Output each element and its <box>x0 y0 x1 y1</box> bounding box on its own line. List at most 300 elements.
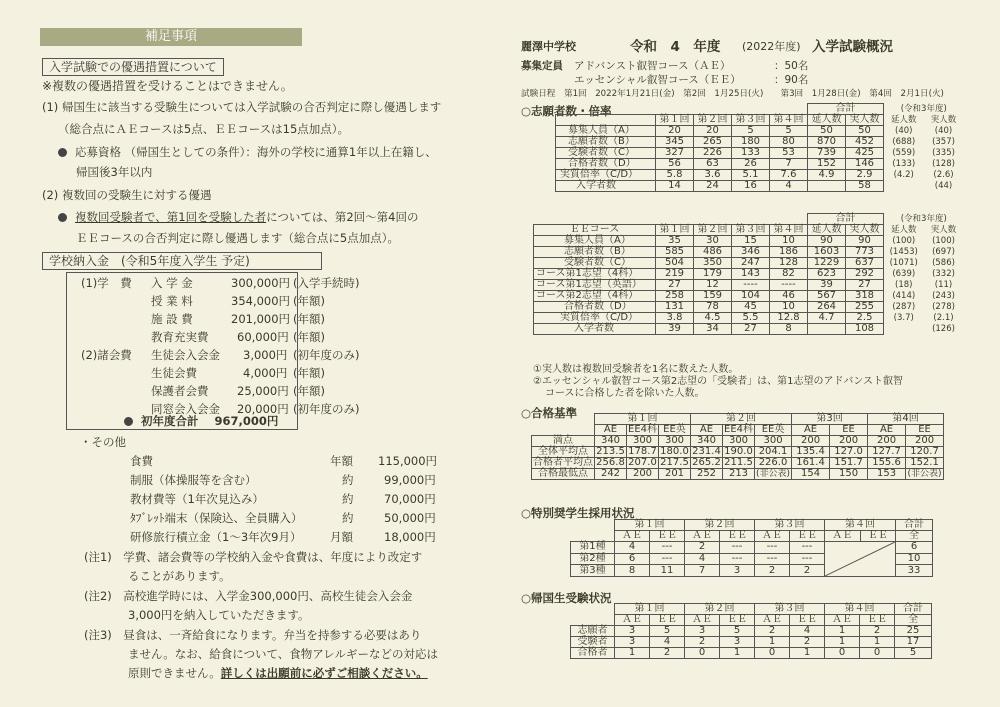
cell: 200 <box>792 436 830 447</box>
row-label: 募集人員（A） <box>556 126 656 137</box>
cell: 200 <box>627 469 659 480</box>
ae-applicants-table <box>555 103 964 192</box>
cell: 4 <box>650 637 685 648</box>
cell: 2 <box>685 542 720 554</box>
cell: (1453) <box>889 247 918 257</box>
fee-name: 生徒会費 <box>151 366 197 380</box>
na-diagonal-cell <box>825 542 896 577</box>
ee-applicants-table <box>533 213 964 335</box>
cell: 3 <box>720 565 755 577</box>
col-header: ＥＥ <box>860 615 895 626</box>
cell: 82 <box>770 269 808 280</box>
note-line: ません。なお、給食について、食物アレルギーなどの対応は <box>128 647 438 661</box>
cell: 127.7 <box>868 447 906 458</box>
cell: 231.4 <box>692 446 721 457</box>
cell: 151.7 <box>830 458 868 469</box>
cell: 35 <box>656 236 694 247</box>
col-header: ＥＥ <box>860 531 896 542</box>
cell: (639) <box>892 269 916 279</box>
cell: 213.5 <box>596 446 625 457</box>
table-row <box>534 324 964 335</box>
item1-line2: （総合点にＡＥコースは5点、ＥＥコースは15点加点）。 <box>58 122 350 136</box>
cell: 4 <box>770 181 808 192</box>
cell: 155.6 <box>868 458 906 469</box>
cell: 425 <box>846 148 884 159</box>
priority-title: 入学試験での優遇措置について <box>42 58 224 76</box>
cell: 4.9 <box>808 170 846 181</box>
cell: 25 <box>895 626 932 637</box>
cell: 12.8 <box>770 313 808 324</box>
fee-note: (年額) <box>293 330 325 344</box>
cell: 4 <box>685 553 720 565</box>
row-label: 入学者数 <box>556 181 656 192</box>
col-header: EE4科 <box>724 424 753 435</box>
table-row <box>532 447 944 458</box>
table-row <box>534 258 964 269</box>
cell: 5 <box>895 648 932 659</box>
cell: 567 <box>808 291 846 302</box>
cell <box>884 324 924 335</box>
row-label: 受験者数（C） <box>556 148 656 159</box>
note-line: (注1) 学費、諸会費等の学校納入金や食費は、年度により改定す <box>84 550 423 564</box>
cell: 3 <box>685 626 720 637</box>
fee-name: 入 学 金 <box>151 276 193 290</box>
cell: 26 <box>732 159 770 170</box>
r3-header: (令和3年度) <box>900 104 947 114</box>
fee-name: 同窓会入会金 <box>151 402 220 416</box>
cell: 50 <box>808 126 846 137</box>
cell: 258 <box>656 291 694 302</box>
fee-note: (初年度のみ) <box>293 402 360 416</box>
exam-schedule: 試験日程 第1回 2022年1月21日(金) 第2回 1月25日(火) 第3回 1月28日(金) 第4回 2月1日(火) <box>521 89 944 99</box>
cell: 486 <box>694 247 732 258</box>
row-label: 受験者数（C） <box>534 258 656 269</box>
row-label: 第1種 <box>571 542 615 554</box>
cell: 2.9 <box>846 170 884 181</box>
item2-line2: ＥＥコースの合否判定に際し優遇します（総合点に5点加点）。 <box>76 231 399 245</box>
round-header: 第4回 <box>868 414 944 425</box>
col-header: ＡＥ <box>755 531 790 542</box>
cell: 8 <box>615 565 650 577</box>
supplementary-section <box>38 28 478 268</box>
cell: 20 <box>656 126 694 137</box>
table-row <box>571 542 933 554</box>
fee-note: (年額) <box>293 312 325 326</box>
row-label: 合格者 <box>571 648 615 659</box>
table-row <box>556 126 964 137</box>
table-row <box>534 280 964 291</box>
item1-requirement <box>58 145 437 160</box>
cell: 0 <box>685 648 720 659</box>
cell: 200 <box>906 436 944 447</box>
cell: 207.0 <box>628 457 657 468</box>
table-row <box>556 159 964 170</box>
row-label: 満点 <box>532 436 595 447</box>
diagonal-line-icon <box>825 542 895 576</box>
cell: 623 <box>808 269 846 280</box>
col-header: EE <box>830 425 868 436</box>
cell: (133) <box>892 159 916 169</box>
round-header: 第４回 <box>825 520 896 531</box>
total-header: 合計 <box>808 104 884 115</box>
other-amount: 18,000円 <box>384 530 436 544</box>
cell: 300 <box>723 436 755 447</box>
cell: 265.2 <box>692 457 721 468</box>
table-row <box>532 458 944 469</box>
cell: 217.5 <box>660 457 689 468</box>
cell: 159 <box>694 291 732 302</box>
cell: (126) <box>932 324 955 334</box>
table-header-cell: 延人数 <box>890 115 917 125</box>
row-label: 実質倍率（C/D） <box>556 170 656 181</box>
table-header-cell: 第４回 <box>770 115 808 126</box>
cell: 3.6 <box>694 170 732 181</box>
cell: 16 <box>732 181 770 192</box>
col-header: ＥＥ <box>650 531 685 542</box>
table-row <box>534 291 964 302</box>
cell: 1603 <box>808 247 846 258</box>
cell: 5 <box>732 126 770 137</box>
item1-req-line2: 帰国後3年以内 <box>76 165 153 179</box>
cell: 2.5 <box>846 313 884 324</box>
priority-note: ※複数の優遇措置を受けることはできません。 <box>42 79 293 93</box>
cell: 2 <box>650 648 685 659</box>
cell: 5.5 <box>732 313 770 324</box>
col-header: EE <box>906 425 944 436</box>
table-row <box>534 313 964 324</box>
cell: 504 <box>656 258 694 269</box>
cell: 108 <box>846 324 884 335</box>
other-qualifier: 約 <box>342 511 354 525</box>
cell: 152 <box>808 159 846 170</box>
cell: 4 <box>790 626 825 637</box>
table-header-cell: 第３回 <box>732 225 770 236</box>
cell: 340 <box>691 436 723 447</box>
other-qualifier: 月額 <box>330 530 353 544</box>
fee-note: (年額) <box>293 366 325 380</box>
cell: 2 <box>685 637 720 648</box>
table-row <box>571 637 932 648</box>
cell: 350 <box>694 258 732 269</box>
cell: 201 <box>659 469 691 480</box>
cell: 327 <box>656 148 694 159</box>
cell: (414) <box>892 291 916 301</box>
table-header-cell: 第２回 <box>694 225 732 236</box>
fee-note: (年額) <box>293 294 325 308</box>
cell: 211.5 <box>724 457 753 468</box>
cell: 3 <box>615 626 650 637</box>
cell: 1 <box>755 637 790 648</box>
cell: (688) <box>892 137 916 147</box>
cell: (3.7) <box>893 313 914 323</box>
item1-line1: (1) 帰国生に該当する受験生については入学試験の合否判定に際し優遇します <box>42 100 442 114</box>
cell <box>808 324 846 335</box>
round-header: 第3回 <box>792 414 868 425</box>
cell: 4.5 <box>694 313 732 324</box>
cell: 80 <box>770 137 808 148</box>
cell: (40) <box>895 126 913 136</box>
pass-title: ○合格基準 <box>521 406 578 420</box>
bullet-icon <box>58 148 67 157</box>
note-line: (注2) 高校進学時には、入学金300,000円、高校生徒会入会金 <box>84 589 413 603</box>
cell: 292 <box>846 269 884 280</box>
cell: 1 <box>825 637 860 648</box>
cell: 186 <box>770 247 808 258</box>
other-title: ・その他 <box>80 435 126 449</box>
cell: 264 <box>808 302 846 313</box>
cell: (100) <box>892 236 916 246</box>
fee-amount: 3,000円 <box>243 348 288 362</box>
round-header: 第２回 <box>685 520 755 531</box>
other-qualifier: 約 <box>342 473 354 487</box>
fee-amount: 4,000円 <box>243 366 288 380</box>
cell: 226.0 <box>755 458 792 469</box>
cell: (243) <box>932 291 955 301</box>
cell: 3 <box>720 637 755 648</box>
cell: 53 <box>770 148 808 159</box>
col-header: EE4科 <box>628 424 657 435</box>
cell: 27 <box>656 280 694 291</box>
cell: 204.1 <box>755 447 792 458</box>
cell: 226 <box>694 148 732 159</box>
col-header: ＥＥ <box>790 531 825 542</box>
round-header: 第１回 <box>615 604 685 615</box>
fees-box <box>66 272 360 430</box>
cell: 152.1 <box>906 458 944 469</box>
cell: 255 <box>846 302 884 313</box>
row-label: 志願者数（B） <box>534 247 656 258</box>
fee-name: 教育充実費 <box>151 330 209 344</box>
table-row <box>556 137 964 148</box>
bullet-icon <box>58 213 67 222</box>
row-label: 合格者平均点 <box>533 457 593 468</box>
row-label: 受験者 <box>571 637 615 648</box>
cell <box>808 181 846 192</box>
fee-category-tuition: (1)学 費 <box>81 276 132 290</box>
cell: 0 <box>860 648 895 659</box>
cell: --- <box>650 553 685 565</box>
other-name: 教材費等（1年次見込み） <box>130 492 264 506</box>
cell: 5.1 <box>732 170 770 181</box>
table-row <box>532 436 944 447</box>
cell: 127.0 <box>830 447 868 458</box>
cell: 146 <box>846 159 884 170</box>
cell: 5 <box>720 626 755 637</box>
fee-note: (初年度のみ) <box>293 348 360 362</box>
note-line: (注3) 昼食は、一斉給食になります。弁当を持参する必要はあり <box>84 628 422 642</box>
cell: (44) <box>934 181 953 191</box>
cell: --- <box>720 542 755 554</box>
fee-title: 学校納入金 (令和5年度入学生 予定) <box>42 252 322 270</box>
cell: 4.7 <box>808 313 846 324</box>
cell: 585 <box>656 247 694 258</box>
cell: 33 <box>896 565 933 577</box>
cell: 5 <box>770 126 808 137</box>
cell: 10 <box>770 236 808 247</box>
col-header: AE <box>691 425 723 436</box>
course-essential: エッセンシャル叡智コース（ＥＥ） <box>574 74 741 86</box>
cell: 46 <box>770 291 808 302</box>
cell: 5.8 <box>656 170 694 181</box>
table-header-cell <box>556 115 656 126</box>
row-label: コース第2志望（4科） <box>534 291 656 302</box>
col-header: ＡＥ <box>685 531 720 542</box>
cell: 1 <box>860 637 895 648</box>
item2-rest: については、第2回〜第4回の <box>266 210 419 224</box>
cell: 2 <box>755 626 790 637</box>
row-label: 実質倍率（C/D） <box>534 313 656 324</box>
cell: 1229 <box>808 258 846 269</box>
table-header-cell: 第２回 <box>694 115 732 126</box>
cell: (11) <box>934 280 953 290</box>
cell: 452 <box>846 137 884 148</box>
col-header: ＡＥ <box>825 531 861 542</box>
row-label: 志願者 <box>571 626 615 637</box>
table-header-cell: 第４回 <box>770 225 808 236</box>
cell: 20 <box>694 126 732 137</box>
cell: 120.7 <box>906 447 944 458</box>
cell: 39 <box>808 280 846 291</box>
cell: 219 <box>656 269 694 280</box>
cell: (非公表) <box>907 469 942 479</box>
col-header: ＡＥ <box>615 531 650 542</box>
cell: 78 <box>694 302 732 313</box>
cell: 2 <box>755 565 790 577</box>
table-row <box>532 469 944 480</box>
cell: 773 <box>846 247 884 258</box>
cell: 11 <box>650 565 685 577</box>
cell: 8 <box>770 324 808 335</box>
fee-name: 施 設 費 <box>151 312 193 326</box>
r3-header: (令和3年度) <box>900 214 947 224</box>
cell: --- <box>720 553 755 565</box>
course-advanced: アドバンスト叡智コース（ＡＥ） <box>574 60 731 72</box>
col-header: 全 <box>895 615 932 626</box>
fee-category-dues: (2)諸会費 <box>81 348 132 362</box>
other-name: 研修旅行積立金（1〜3年次9月） <box>130 530 302 544</box>
cell: 2 <box>860 626 895 637</box>
fee-amount: 354,000円 <box>231 294 291 308</box>
cell: (100) <box>932 236 955 246</box>
cell: 34 <box>694 324 732 335</box>
cell: (332) <box>932 269 955 279</box>
cell: 17 <box>895 637 932 648</box>
requirement-label: 応募資格 <box>75 145 121 159</box>
total-header: 合計 <box>895 604 932 615</box>
other-amount: 70,000円 <box>384 492 436 506</box>
fee-name: 保護者会費 <box>151 384 209 398</box>
year-paren: (2022年度) <box>742 40 801 53</box>
total-header: 合計 <box>896 520 933 531</box>
table-row <box>534 269 964 280</box>
table-header-cell: 第３回 <box>732 115 770 126</box>
cell: 128 <box>770 258 808 269</box>
row-label: 募集人員（A） <box>534 236 656 247</box>
total-header: 合計 <box>808 214 884 225</box>
cell: 346 <box>732 247 770 258</box>
cell: 90 <box>808 236 846 247</box>
cell: 15 <box>732 236 770 247</box>
cell: 300 <box>627 436 659 447</box>
cell: --- <box>755 542 790 554</box>
col-header: ＡＥ <box>825 615 860 626</box>
table-header-cell: 第１回 <box>656 115 694 126</box>
cell: 200 <box>830 436 868 447</box>
table-row <box>534 236 964 247</box>
cell: 12 <box>694 280 732 291</box>
cell: 318 <box>846 291 884 302</box>
cell: 7 <box>685 565 720 577</box>
fee-name: 生徒会入会金 <box>151 348 220 362</box>
cell: 7.6 <box>770 170 808 181</box>
col-header: EE英 <box>659 425 691 436</box>
cell: 50 <box>846 126 884 137</box>
cell: 150 <box>830 469 868 480</box>
cell: 178.7 <box>628 446 657 457</box>
era-year: 令和 4 年度 <box>630 39 721 55</box>
scholarship-table <box>570 519 933 577</box>
fee-total-amount: 967,000円 <box>214 414 279 428</box>
table-note: ②エッセンシャル叡智コース第2志望の「受験者」は、第1志望のアドバンスト叡智 <box>533 376 904 387</box>
note-line <box>128 665 428 681</box>
col-header: AE <box>868 425 906 436</box>
cell: 154 <box>792 469 830 480</box>
applicants-title: ○志願者数・倍率 <box>521 104 612 118</box>
row-label: 合格最低点 <box>532 469 595 480</box>
returnee-table <box>570 603 932 659</box>
col-header: ＡＥ <box>755 615 790 626</box>
cell: 7 <box>770 159 808 170</box>
cell: 190.0 <box>724 446 753 457</box>
note-line: 3,000円を納入していただきます。 <box>128 608 310 622</box>
table-header-cell: 延人数 <box>808 115 846 126</box>
other-name: ﾀﾌﾞﾚｯﾄ端末（保険込、全員購入） <box>130 511 303 525</box>
cell: 265 <box>694 137 732 148</box>
cell: (128) <box>932 159 955 169</box>
bullet-icon <box>124 417 133 426</box>
cell: ---- <box>770 280 808 291</box>
item2-underlined: 複数回受験者で、第1回を受験した者 <box>75 210 267 224</box>
cell: --- <box>650 542 685 554</box>
cell: 0 <box>825 648 860 659</box>
cell: 5 <box>650 626 685 637</box>
cell: 45 <box>732 302 770 313</box>
quota-essential: ：90名 <box>774 74 809 86</box>
cell: 739 <box>808 148 846 159</box>
cell: 180 <box>732 137 770 148</box>
pass-criteria-table <box>531 413 944 480</box>
table-header-cell: 第１回 <box>656 225 694 236</box>
cell: (697) <box>932 247 955 257</box>
cell: (18) <box>895 280 913 290</box>
cell: 143 <box>732 269 770 280</box>
cell: 180.0 <box>660 446 689 457</box>
col-header: ＡＥ <box>685 615 720 626</box>
cell: 135.4 <box>792 447 830 458</box>
cell: 39 <box>656 324 694 335</box>
cell: 10 <box>770 302 808 313</box>
col-header: EE英 <box>755 425 792 436</box>
row-label: 入学者数 <box>534 324 656 335</box>
cell: --- <box>790 553 825 565</box>
table-row <box>556 148 964 159</box>
fee-total-label: 初年度合計 <box>141 414 199 428</box>
col-header: ＥＥ <box>790 615 825 626</box>
cell: 6 <box>615 553 650 565</box>
cell: 14 <box>656 181 694 192</box>
fee-note: (入学手続時) <box>293 276 360 290</box>
col-header: ＥＥ <box>720 531 755 542</box>
